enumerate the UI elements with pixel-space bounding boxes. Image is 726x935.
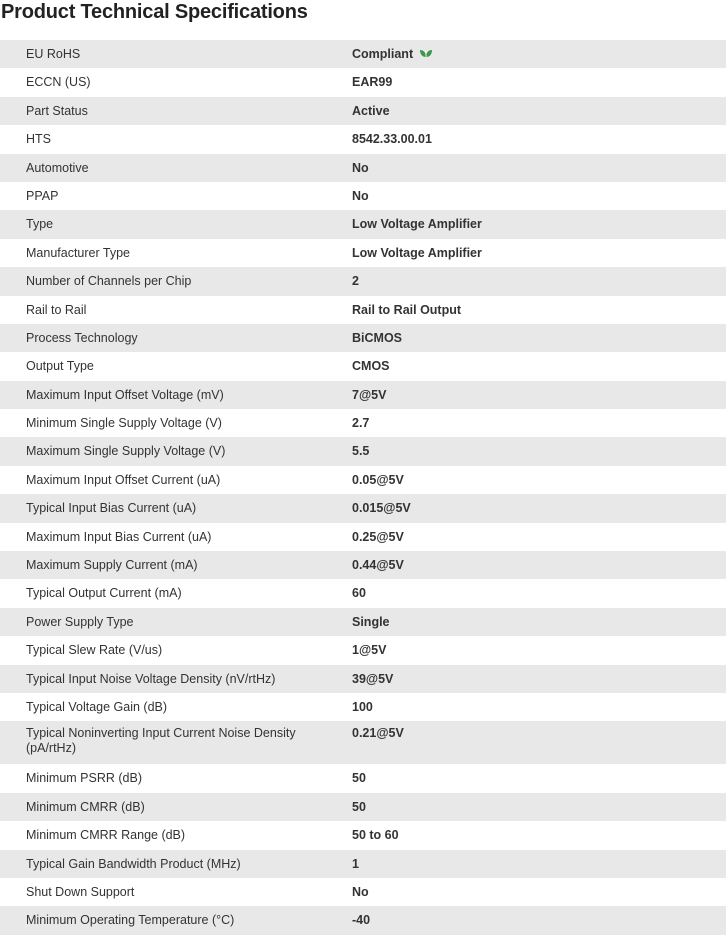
spec-value: Rail to Rail Output <box>352 302 462 317</box>
spec-row <box>0 437 726 465</box>
spec-row <box>0 608 726 636</box>
spec-label: Typical Input Noise Voltage Density (nV/rtHz) <box>26 671 276 686</box>
spec-row <box>0 296 726 324</box>
spec-value: 0.25@5V <box>352 529 404 544</box>
spec-value: Low Voltage Amplifier <box>352 245 482 260</box>
spec-value: 0.21@5V <box>352 726 404 741</box>
spec-value: 50 <box>352 799 366 814</box>
spec-label: Shut Down Support <box>26 884 135 899</box>
specs-table <box>0 40 726 935</box>
spec-label: EU RoHS <box>26 47 81 61</box>
page-title: Product Technical Specifications <box>1 1 308 23</box>
spec-row <box>0 466 726 494</box>
spec-row <box>0 40 726 68</box>
spec-label: Maximum Supply Current (mA) <box>26 558 198 573</box>
spec-label: Output Type <box>26 359 94 374</box>
spec-label: Rail to Rail <box>26 302 87 317</box>
spec-row <box>0 409 726 437</box>
spec-value: -40 <box>352 913 371 928</box>
spec-value: No <box>352 188 369 203</box>
spec-value: 0.05@5V <box>352 472 404 487</box>
spec-row <box>0 793 726 821</box>
spec-row <box>0 381 726 409</box>
spec-label: Automotive <box>26 160 89 175</box>
spec-row <box>0 636 726 664</box>
spec-row <box>0 182 726 210</box>
spec-row <box>0 551 726 579</box>
spec-label: ECCN (US) <box>26 75 91 90</box>
spec-value <box>352 40 726 68</box>
spec-value: 39@5V <box>352 671 394 686</box>
spec-value: 2.7 <box>352 416 370 431</box>
spec-row <box>0 721 726 764</box>
spec-row <box>0 906 726 934</box>
spec-label: Typical Noninverting Input Current Noise Density (pA/rtHz) <box>26 726 296 756</box>
spec-row <box>0 210 726 238</box>
spec-row <box>0 878 726 906</box>
spec-row <box>0 97 726 125</box>
spec-value: 0.44@5V <box>352 558 404 573</box>
spec-row <box>0 352 726 380</box>
spec-label: Type <box>26 217 54 232</box>
spec-value: Low Voltage Amplifier <box>352 217 482 232</box>
spec-value: No <box>352 160 369 175</box>
spec-value: BiCMOS <box>352 330 402 345</box>
spec-label: Typical Voltage Gain (dB) <box>26 699 168 714</box>
spec-value: 8542.33.00.01 <box>352 132 432 147</box>
spec-label: Power Supply Type <box>26 614 134 629</box>
spec-label: Process Technology <box>26 330 138 345</box>
spec-label: PPAP <box>26 188 59 203</box>
spec-label: Minimum Single Supply Voltage (V) <box>26 416 222 431</box>
spec-label: Minimum CMRR Range (dB) <box>26 828 186 843</box>
spec-label: Minimum Operating Temperature (°C) <box>26 913 235 928</box>
spec-value: No <box>352 884 369 899</box>
spec-value: 7@5V <box>352 387 387 402</box>
spec-row <box>0 850 726 878</box>
spec-label: Minimum PSRR (dB) <box>26 771 142 786</box>
spec-value: Active <box>352 103 390 118</box>
spec-value: 50 <box>352 771 366 786</box>
spec-row <box>0 125 726 153</box>
spec-label: Maximum Input Offset Voltage (mV) <box>26 387 224 402</box>
spec-label: Typical Gain Bandwidth Product (MHz) <box>26 856 241 871</box>
spec-label: Minimum CMRR (dB) <box>26 799 145 814</box>
spec-value: 100 <box>352 699 373 714</box>
spec-row <box>0 324 726 352</box>
spec-value: Single <box>352 614 390 629</box>
spec-row <box>0 523 726 551</box>
spec-label: Typical Output Current (mA) <box>26 586 182 601</box>
spec-label: HTS <box>26 132 51 147</box>
spec-row <box>0 267 726 295</box>
spec-row <box>0 154 726 182</box>
spec-label: Number of Channels per Chip <box>26 274 192 289</box>
spec-row <box>0 68 726 96</box>
leaf-icon <box>419 40 433 68</box>
spec-value: 5.5 <box>352 444 370 459</box>
spec-row <box>0 764 726 792</box>
spec-label: Manufacturer Type <box>26 245 130 260</box>
spec-value-text: Compliant <box>352 47 414 61</box>
spec-row <box>0 239 726 267</box>
spec-value: CMOS <box>352 359 390 374</box>
spec-row <box>0 494 726 522</box>
spec-row <box>0 665 726 693</box>
spec-label: Maximum Input Bias Current (uA) <box>26 529 212 544</box>
spec-value: EAR99 <box>352 75 393 90</box>
spec-label: Maximum Single Supply Voltage (V) <box>26 444 226 459</box>
spec-label: Part Status <box>26 103 88 118</box>
spec-label: Typical Slew Rate (V/us) <box>26 643 163 658</box>
spec-row <box>0 821 726 849</box>
spec-value: 1@5V <box>352 643 387 658</box>
spec-value: 50 to 60 <box>352 828 399 843</box>
spec-value: 0.015@5V <box>352 501 411 516</box>
spec-row <box>0 579 726 607</box>
spec-label: Maximum Input Offset Current (uA) <box>26 472 221 487</box>
spec-value: 1 <box>352 856 359 871</box>
spec-value: 60 <box>352 586 366 601</box>
spec-label: Typical Input Bias Current (uA) <box>26 501 197 516</box>
spec-value: 2 <box>352 274 359 289</box>
spec-row <box>0 693 726 721</box>
